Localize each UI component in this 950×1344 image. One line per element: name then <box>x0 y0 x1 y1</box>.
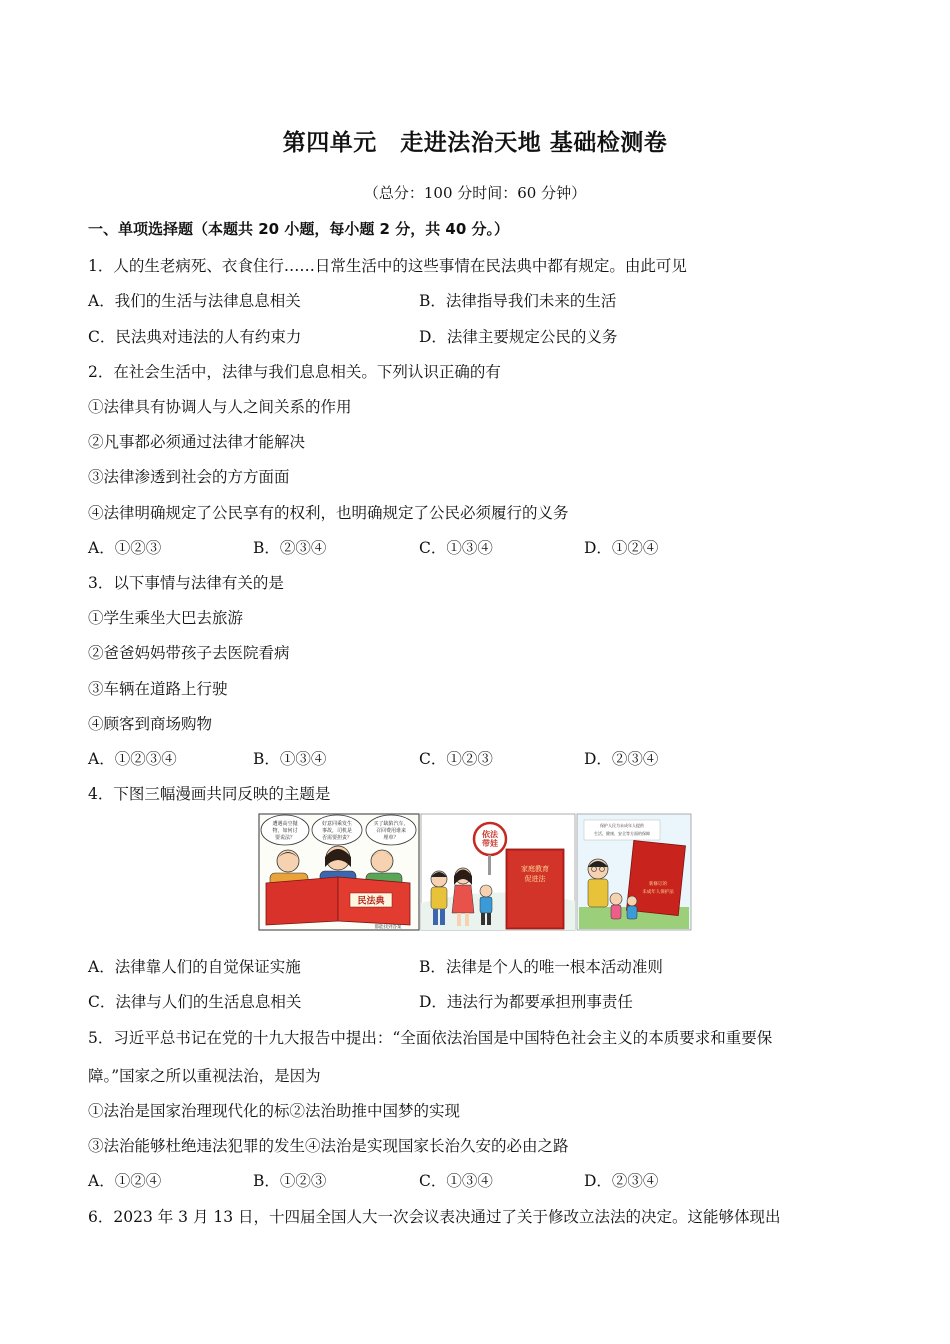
question-5-option-d[interactable]: D．②③④ <box>584 1172 659 1190</box>
svg-text:买了缺陷汽车，: 买了缺陷汽车， <box>373 821 409 827</box>
section-heading: 一、单项选择题（本题共 20 小题，每小题 2 分，共 40 分。） <box>88 220 510 238</box>
question-5-stem: 5．习近平总书记在党的十九大报告中提出：“全面依法治国是中国特色社会主义的本质要求和重要保 <box>88 1029 773 1047</box>
svg-text:依法: 依法 <box>482 829 498 839</box>
svg-text:新修订的: 新修订的 <box>649 882 667 887</box>
svg-text:好意同乘发生: 好意同乘发生 <box>321 821 353 827</box>
svg-text:否需要担责？: 否需要担责？ <box>321 835 353 841</box>
question-2-item: ④法律明确规定了公民享有的权利，也明确规定了公民必须履行的义务 <box>88 504 569 522</box>
question-5-option-c[interactable]: C．①③④ <box>419 1172 493 1190</box>
question-4-option-c[interactable]: C．法律与人们的生活息息相关 <box>88 993 302 1011</box>
question-1-option-a[interactable]: A．我们的生活与法律息息相关 <box>88 292 301 310</box>
question-3-item: ①学生乘坐大巴去旅游 <box>88 609 244 627</box>
svg-text:民法典: 民法典 <box>357 896 385 907</box>
page-title: 第四单元 走进法治天地 基础检测卷 <box>282 130 668 156</box>
question-2-option-a[interactable]: A．①②③ <box>88 539 162 557</box>
question-4-option-d[interactable]: D．违法行为都要承担刑事责任 <box>419 993 633 1011</box>
svg-text:要说法？: 要说法？ <box>274 835 296 841</box>
question-5-option-a[interactable]: A．①②④ <box>88 1172 162 1190</box>
question-1-option-b[interactable]: B．法律指导我们未来的生活 <box>419 292 617 310</box>
svg-text:埋单？: 埋单？ <box>383 835 399 841</box>
svg-text:事故，司机是: 事故，司机是 <box>321 828 353 834</box>
question-2-item: ②凡事都必须通过法律才能解决 <box>88 433 306 451</box>
question-3-option-b[interactable]: B．①③④ <box>253 750 327 768</box>
question-1-option-c[interactable]: C．民法典对违法的人有约束力 <box>88 328 302 346</box>
score-time-info: （总分：100 分时间：60 分钟） <box>363 184 587 202</box>
question-2-stem: 2．在社会生活中，法律与我们息息相关。下列认识正确的有 <box>88 363 501 381</box>
svg-text:保护人民为未成年人提供: 保护人民为未成年人提供 <box>600 823 644 828</box>
comic-panel-civil-code <box>259 814 419 930</box>
svg-text:未成年人保护法: 未成年人保护法 <box>642 890 674 895</box>
svg-text:都能找到答案: 都能找到答案 <box>374 925 402 930</box>
question-4-option-a[interactable]: A．法律靠人们的自觉保证实施 <box>88 958 301 976</box>
svg-text:遭遇高空抛: 遭遇高空抛 <box>272 821 298 827</box>
question-3-option-d[interactable]: D．②③④ <box>584 750 659 768</box>
question-2-item: ③法律渗透到社会的方方面面 <box>88 468 290 486</box>
question-3-stem: 3．以下事情与法律有关的是 <box>88 574 284 592</box>
question-2-option-d[interactable]: D．①②④ <box>584 539 659 557</box>
question-2-option-b[interactable]: B．②③④ <box>253 539 327 557</box>
question-4-option-b[interactable]: B．法律是个人的唯一根本活动准则 <box>419 958 663 976</box>
svg-text:召回费用谁来: 召回费用谁来 <box>375 828 407 834</box>
svg-text:带娃: 带娃 <box>482 838 498 848</box>
question-2-item: ①法律具有协调人与人之间关系的作用 <box>88 398 352 416</box>
question-5-item: ①法治是国家治理现代化的标②法治助推中国梦的实现 <box>88 1102 461 1120</box>
svg-text:家庭教育: 家庭教育 <box>521 865 549 873</box>
question-3-option-c[interactable]: C．①②③ <box>419 750 493 768</box>
question-5-option-b[interactable]: B．①②③ <box>253 1172 327 1190</box>
question-2-option-c[interactable]: C．①③④ <box>419 539 493 557</box>
question-5-stem-cont: 障。”国家之所以重视法治，是因为 <box>88 1067 321 1085</box>
question-3-item: ②爸爸妈妈带孩子去医院看病 <box>88 644 290 662</box>
svg-text:促进法: 促进法 <box>524 875 546 883</box>
question-3-option-a[interactable]: A．①②③④ <box>88 750 177 768</box>
comic-panel-family-education <box>421 814 575 930</box>
question-5-item: ③法治能够杜绝违法犯罪的发生④法治是实现国家长治久安的必由之路 <box>88 1137 569 1155</box>
question-1-stem: 1．人的生老病死、衣食住行……日常生活中的这些事情在民法典中都有规定。由此可见 <box>88 257 687 275</box>
question-1-option-d[interactable]: D．法律主要规定公民的义务 <box>419 328 618 346</box>
svg-text:生活、健康、安全等方面的保障: 生活、健康、安全等方面的保障 <box>594 831 650 836</box>
question-4-stem: 4．下图三幅漫画共同反映的主题是 <box>88 785 331 803</box>
svg-text:物，如何讨: 物，如何讨 <box>272 828 298 834</box>
comic-illustration <box>258 813 692 937</box>
comic-panel-minor-protection <box>577 814 691 930</box>
question-6-stem: 6．2023 年 3 月 13 日，十四届全国人大一次会议表决通过了关于修改立法法的决定。这能够体现出 <box>88 1208 781 1226</box>
question-3-item: ③车辆在道路上行驶 <box>88 680 228 698</box>
question-3-item: ④顾客到商场购物 <box>88 715 213 733</box>
